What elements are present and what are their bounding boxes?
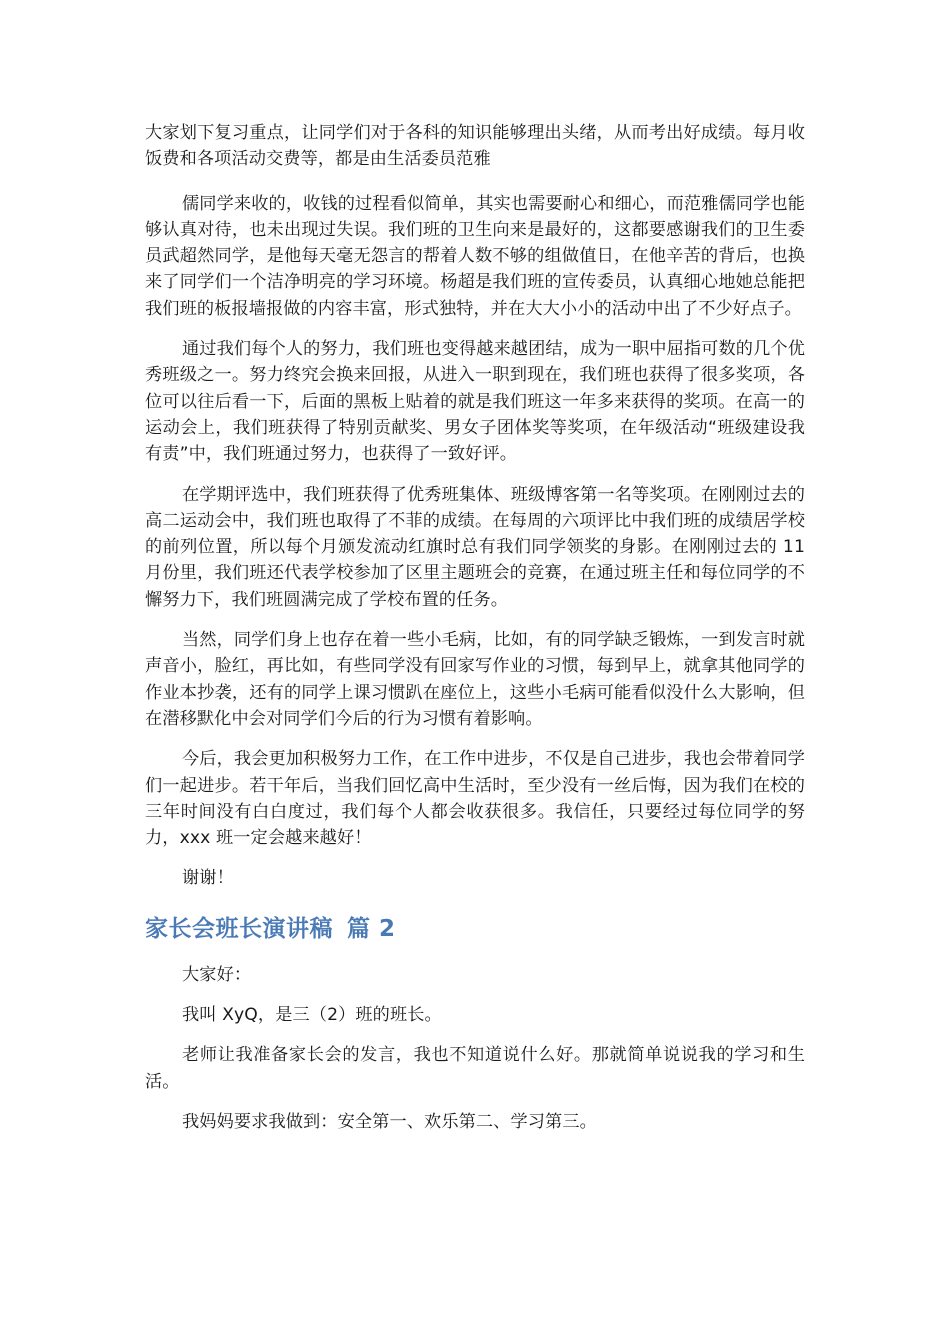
section-heading-title: 家长会班长演讲稿: [145, 915, 333, 942]
paragraph-thanks: 谢谢！: [182, 868, 234, 889]
document-body: [145, 120, 805, 1149]
paragraph-mother-requirements: 我妈妈要求我做到：安全第一、欢乐第二、学习第三。: [182, 1111, 597, 1132]
paragraph-greeting: 大家好：: [182, 964, 252, 985]
paragraph-future-outlook: 今后，我会更加积极努力工作，在工作中进步，不仅是自己进步，我也会带着同学们一起进步。若干年后，当我们回忆高中生活时，至少没有一丝后悔，因为我们在校的三年时间没有白白度过，我们每个人都会收获很多。我信任，只要经过每位同学的努力，xxx 班一定会越来越好！: [145, 749, 805, 849]
paragraph-speech-intro: 老师让我准备家长会的发言，我也不知道说什么好。那就简单说说我的学习和生活。: [145, 1045, 805, 1092]
paragraph-committee-members: 儒同学来收的，收钱的过程看似简单，其实也需要耐心和细心，而范雅儒同学也能够认真对待，也未出现过失误。我们班的卫生向来是最好的，这都要感谢我们的卫生委员武超然同学，是他每天毫无怨言的帮着人数不够的组做值日，在他辛苦的背后，也换来了同学们一个洁净明亮的学习环境。杨超是我们班的宣传委员，认真细心地她总能把我们班的板报墙报做的内容丰富，形式独特，并在大大小小的活动中出了不少好点子。: [145, 193, 805, 319]
paragraph-self-introduction: 我叫 XyQ，是三（2）班的班长。: [182, 1005, 442, 1026]
paragraph-semester-achievements: 在学期评选中，我们班获得了优秀班集体、班级博客第一名等奖项。在刚刚过去的高二运动会中，我们班也取得了不菲的成绩。在每周的六项评比中我们班的成绩居学校的前列位置，所以每个月颁发流动红旗时总有我们同学领奖的身影。在刚刚过去的 11 月份里，我们班还代表学校参加了区里主题班会的竞赛，在通过班主任和每位同学的不懈努力下，我们班圆满完成了学校布置的任务。: [145, 484, 805, 610]
section-heading-number: 篇 2: [347, 915, 396, 942]
section-heading: [145, 914, 805, 944]
paragraph-continued: 大家划下复习重点，让同学们对于各科的知识能够理出头绪，从而考出好成绩。每月收饭费和各项活动交费等，都是由生活委员范雅: [145, 123, 805, 170]
paragraph-shortcomings: 当然，同学们身上也存在着一些小毛病，比如，有的同学缺乏锻炼，一到发言时就声音小，脸红，再比如，有些同学没有回家写作业的习惯，每到早上，就拿其他同学的作业本抄袭，还有的同学上课习惯趴在座位上，这些小毛病可能看似没什么大影响，但在潜移默化中会对同学们今后的行为习惯有着影响。: [145, 630, 805, 729]
paragraph-class-awards: 通过我们每个人的努力，我们班也变得越来越团结，成为一职中屈指可数的几个优秀班级之一。努力终究会换来回报，从进入一职到现在，我们班也获得了很多奖项，各位可以往后看一下，后面的黑板上贴着的就是我们班这一年多来获得的奖项。在高一的运动会上，我们班获得了特别贡献奖、男女子团体奖等奖项，在年级活动“班级建设我有责”中，我们班通过努力，也获得了一致好评。: [145, 339, 805, 465]
